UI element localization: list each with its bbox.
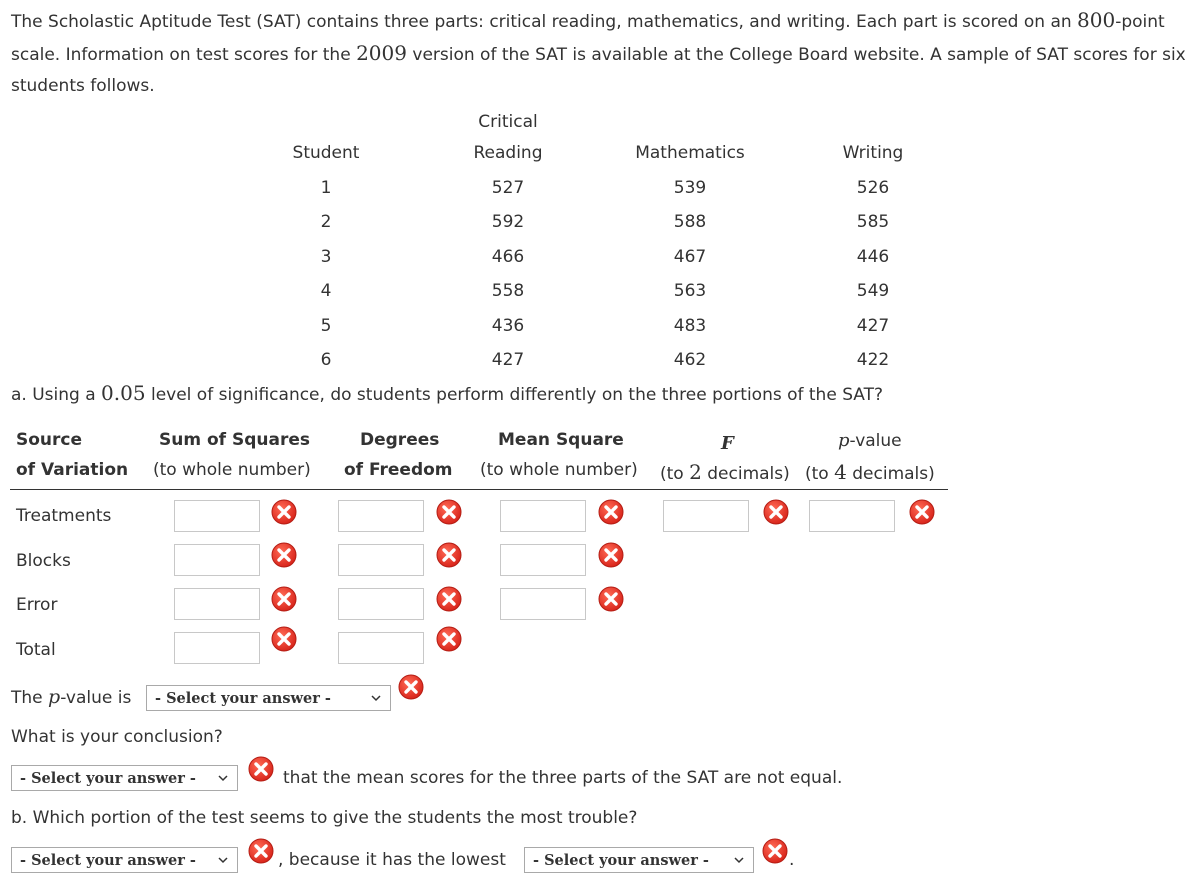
select-label: - Select your answer - — [533, 851, 709, 869]
select-label: - Select your answer - — [20, 769, 196, 787]
chevron-down-icon — [733, 854, 745, 866]
p-value-post: -value is — [60, 688, 132, 708]
x-circle-icon — [271, 626, 297, 652]
cell-math: 467 — [673, 247, 707, 267]
x-circle-icon — [398, 674, 424, 700]
part-b-question: b. Which portion of the test seems to give the students the most trouble? — [11, 808, 638, 828]
header-writing: Writing — [842, 143, 904, 163]
cell-math: 483 — [673, 316, 707, 336]
problem-intro — [11, 5, 1196, 102]
row-label-total: Total — [16, 640, 56, 660]
intro-number-800: 800 — [1077, 8, 1116, 32]
x-circle-icon — [763, 499, 789, 525]
trouble-portion-select[interactable] — [11, 847, 238, 873]
intro-text-1: The Scholastic Aptitude Test (SAT) contains three parts: critical reading, mathematics, and writing. Each part is scored on an — [11, 12, 1078, 32]
header-critical-line1: Critical — [478, 112, 538, 132]
error-ss-input[interactable] — [174, 588, 260, 620]
row-label-error: Error — [16, 595, 58, 615]
p-value-pre: The — [11, 688, 49, 708]
conclusion-select[interactable] — [11, 765, 238, 791]
header-mean-square: Mean Square — [498, 430, 624, 450]
end-period: . — [789, 850, 795, 870]
error-df-input[interactable] — [338, 588, 424, 620]
p-precision-post: decimals) — [846, 464, 935, 484]
header-p-precision — [805, 460, 935, 484]
p-value-select[interactable] — [146, 685, 391, 711]
header-ms-precision: (to whole number) — [480, 460, 638, 480]
header-of-variation: of Variation — [16, 460, 129, 480]
x-circle-icon — [598, 586, 624, 612]
conclusion-question: What is your conclusion? — [11, 727, 223, 747]
header-degrees: Degrees — [360, 430, 440, 450]
header-divider — [10, 489, 948, 490]
row-label-blocks: Blocks — [16, 551, 71, 571]
cell-critical: 466 — [491, 247, 525, 267]
p-symbol: p — [838, 430, 850, 451]
p-precision-pre: (to — [805, 464, 835, 484]
cell-student: 2 — [320, 212, 332, 232]
header-of-freedom: of Freedom — [344, 460, 453, 480]
x-circle-icon — [909, 499, 935, 525]
intro-text-3: version of the SAT is available at the College Board website. A sample of SAT scores for six students follows. — [11, 45, 1186, 96]
cell-critical: 427 — [491, 350, 525, 370]
f-precision-number: 2 — [689, 460, 702, 484]
because-text: , because it has the lowest — [278, 850, 506, 870]
x-circle-icon — [271, 586, 297, 612]
x-circle-icon — [271, 499, 297, 525]
blocks-df-input[interactable] — [338, 544, 424, 576]
chevron-down-icon — [217, 772, 229, 784]
header-mathematics: Mathematics — [635, 143, 745, 163]
cell-critical: 592 — [491, 212, 525, 232]
header-sum-of-squares: Sum of Squares — [159, 430, 310, 450]
cell-student: 1 — [320, 178, 332, 198]
x-circle-icon — [436, 586, 462, 612]
header-p-value — [838, 430, 902, 451]
p-value-suffix: -value — [849, 431, 902, 451]
header-student: Student — [292, 143, 360, 163]
select-label: - Select your answer - — [20, 851, 196, 869]
treatments-ss-input[interactable] — [174, 500, 260, 532]
cell-writing: 526 — [856, 178, 890, 198]
cell-writing: 549 — [856, 281, 890, 301]
header-f-precision — [660, 460, 790, 484]
x-circle-icon — [271, 542, 297, 568]
treatments-f-input[interactable] — [663, 500, 749, 532]
cell-critical: 436 — [491, 316, 525, 336]
cell-writing: 585 — [856, 212, 890, 232]
blocks-ms-input[interactable] — [500, 544, 586, 576]
cell-writing: 446 — [856, 247, 890, 267]
treatments-df-input[interactable] — [338, 500, 424, 532]
f-precision-pre: (to — [660, 464, 690, 484]
cell-math: 588 — [673, 212, 707, 232]
cell-student: 3 — [320, 247, 332, 267]
x-circle-icon — [598, 499, 624, 525]
chevron-down-icon — [370, 692, 382, 704]
cell-writing: 427 — [856, 316, 890, 336]
header-critical-line2: Reading — [473, 143, 543, 163]
cell-student: 4 — [320, 281, 332, 301]
cell-critical: 527 — [491, 178, 525, 198]
cell-math: 462 — [673, 350, 707, 370]
cell-math: 539 — [673, 178, 707, 198]
total-df-input[interactable] — [338, 632, 424, 664]
total-ss-input[interactable] — [174, 632, 260, 664]
part-a-prefix: a. Using a — [11, 385, 102, 405]
part-a-question — [11, 381, 883, 405]
p-symbol: p — [48, 686, 61, 708]
header-f: F — [721, 433, 734, 454]
blocks-ss-input[interactable] — [174, 544, 260, 576]
treatments-p-input[interactable] — [809, 500, 895, 532]
conclusion-text: that the mean scores for the three parts of the SAT are not equal. — [283, 768, 843, 788]
cell-student: 5 — [320, 316, 332, 336]
lowest-statistic-select[interactable] — [524, 847, 754, 873]
x-circle-icon — [248, 838, 274, 864]
x-circle-icon — [436, 499, 462, 525]
f-precision-post: decimals) — [701, 464, 790, 484]
p-value-statement — [11, 686, 131, 708]
part-a-suffix: level of significance, do students perform differently on the three portions of the SAT? — [145, 385, 884, 405]
cell-writing: 422 — [856, 350, 890, 370]
select-label: - Select your answer - — [155, 689, 331, 707]
x-circle-icon — [598, 542, 624, 568]
x-circle-icon — [248, 756, 274, 782]
error-ms-input[interactable] — [500, 588, 586, 620]
cell-math: 563 — [673, 281, 707, 301]
x-circle-icon — [762, 838, 788, 864]
intro-number-2009: 2009 — [356, 41, 407, 65]
header-source: Source — [16, 430, 83, 450]
chevron-down-icon — [217, 854, 229, 866]
x-circle-icon — [436, 626, 462, 652]
row-label-treatments: Treatments — [16, 506, 112, 526]
cell-student: 6 — [320, 350, 332, 370]
p-precision-number: 4 — [834, 460, 847, 484]
header-ss-precision: (to whole number) — [153, 460, 311, 480]
intro-text-2: -point scale. Information on test scores for the — [11, 12, 1165, 65]
significance-level: 0.05 — [101, 381, 146, 405]
x-circle-icon — [436, 542, 462, 568]
treatments-ms-input[interactable] — [500, 500, 586, 532]
cell-critical: 558 — [491, 281, 525, 301]
